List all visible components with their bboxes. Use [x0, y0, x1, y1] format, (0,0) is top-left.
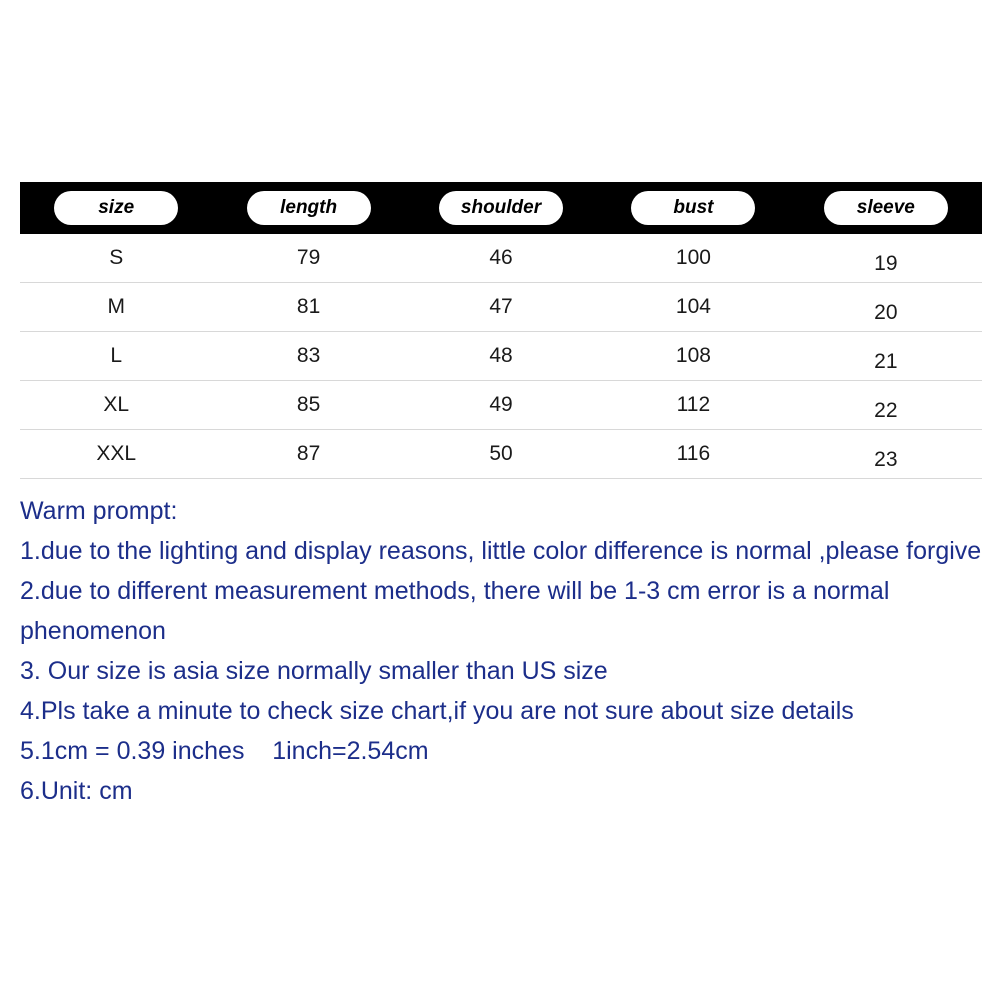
cell-sleeve: 19	[874, 252, 898, 275]
table-row	[20, 430, 982, 479]
cell-size: XL	[103, 393, 130, 416]
table-header-row	[20, 182, 982, 234]
cell-bust: 100	[675, 246, 711, 269]
table-header-cell-shoulder	[405, 182, 597, 234]
header-label-sleeve: sleeve	[824, 191, 948, 225]
table-header-cell-sleeve	[790, 182, 982, 234]
warm-prompt-line-2: 2.due to different measurement methods, there will be 1-3 cm error is a normal	[20, 577, 890, 605]
table-row	[20, 283, 982, 332]
cell-length: 83	[296, 344, 321, 367]
header-label-length: length	[247, 191, 371, 225]
size-table	[20, 182, 982, 479]
cell-bust: 112	[676, 393, 711, 416]
cell-shoulder: 50	[489, 442, 513, 465]
header-label-shoulder: shoulder	[439, 191, 563, 225]
table-row	[20, 381, 982, 430]
warm-prompt-line-5: 4.Pls take a minute to check size chart,if you are not sure about size details	[20, 697, 854, 725]
cell-length: 85	[296, 393, 321, 416]
warm-prompt-line-1: 1.due to the lighting and display reasons, little color difference is normal ,please forgive	[20, 537, 982, 565]
cell-shoulder: 48	[489, 344, 513, 367]
warm-prompt-line-7: 6.Unit: cm	[20, 777, 133, 805]
cell-bust: 104	[675, 295, 711, 318]
cell-size: XXL	[96, 442, 137, 465]
cell-shoulder: 49	[489, 393, 513, 416]
table-header-cell-length	[212, 182, 404, 234]
table-row	[20, 234, 982, 283]
cell-bust: 116	[676, 442, 711, 465]
header-label-bust: bust	[631, 191, 755, 225]
cell-size: S	[109, 246, 124, 269]
cell-size: L	[110, 344, 123, 367]
table-header-cell-size	[20, 182, 212, 234]
cell-shoulder: 46	[489, 246, 513, 269]
cell-sleeve: 23	[874, 448, 898, 471]
warm-prompt-line-3: phenomenon	[20, 617, 166, 645]
warm-prompt-section	[20, 491, 988, 811]
cell-sleeve: 21	[874, 350, 898, 373]
header-label-size: size	[54, 191, 178, 225]
cell-length: 79	[296, 246, 321, 269]
table-header-cell-bust	[597, 182, 789, 234]
table-header-band	[20, 182, 982, 234]
cell-size: M	[107, 295, 125, 318]
cell-bust: 108	[675, 344, 711, 367]
cell-sleeve: 22	[874, 399, 898, 422]
table-body	[20, 234, 982, 479]
warm-prompt-line-6: 5.1cm = 0.39 inches 1inch=2.54cm	[20, 737, 429, 765]
cell-sleeve: 20	[874, 301, 898, 324]
table-row	[20, 332, 982, 381]
warm-prompt-title: Warm prompt:	[20, 497, 178, 525]
cell-shoulder: 47	[489, 295, 513, 318]
warm-prompt-line-4: 3. Our size is asia size normally smaller than US size	[20, 657, 608, 685]
size-chart-card	[10, 158, 992, 844]
cell-length: 87	[296, 442, 321, 465]
cell-length: 81	[296, 295, 321, 318]
